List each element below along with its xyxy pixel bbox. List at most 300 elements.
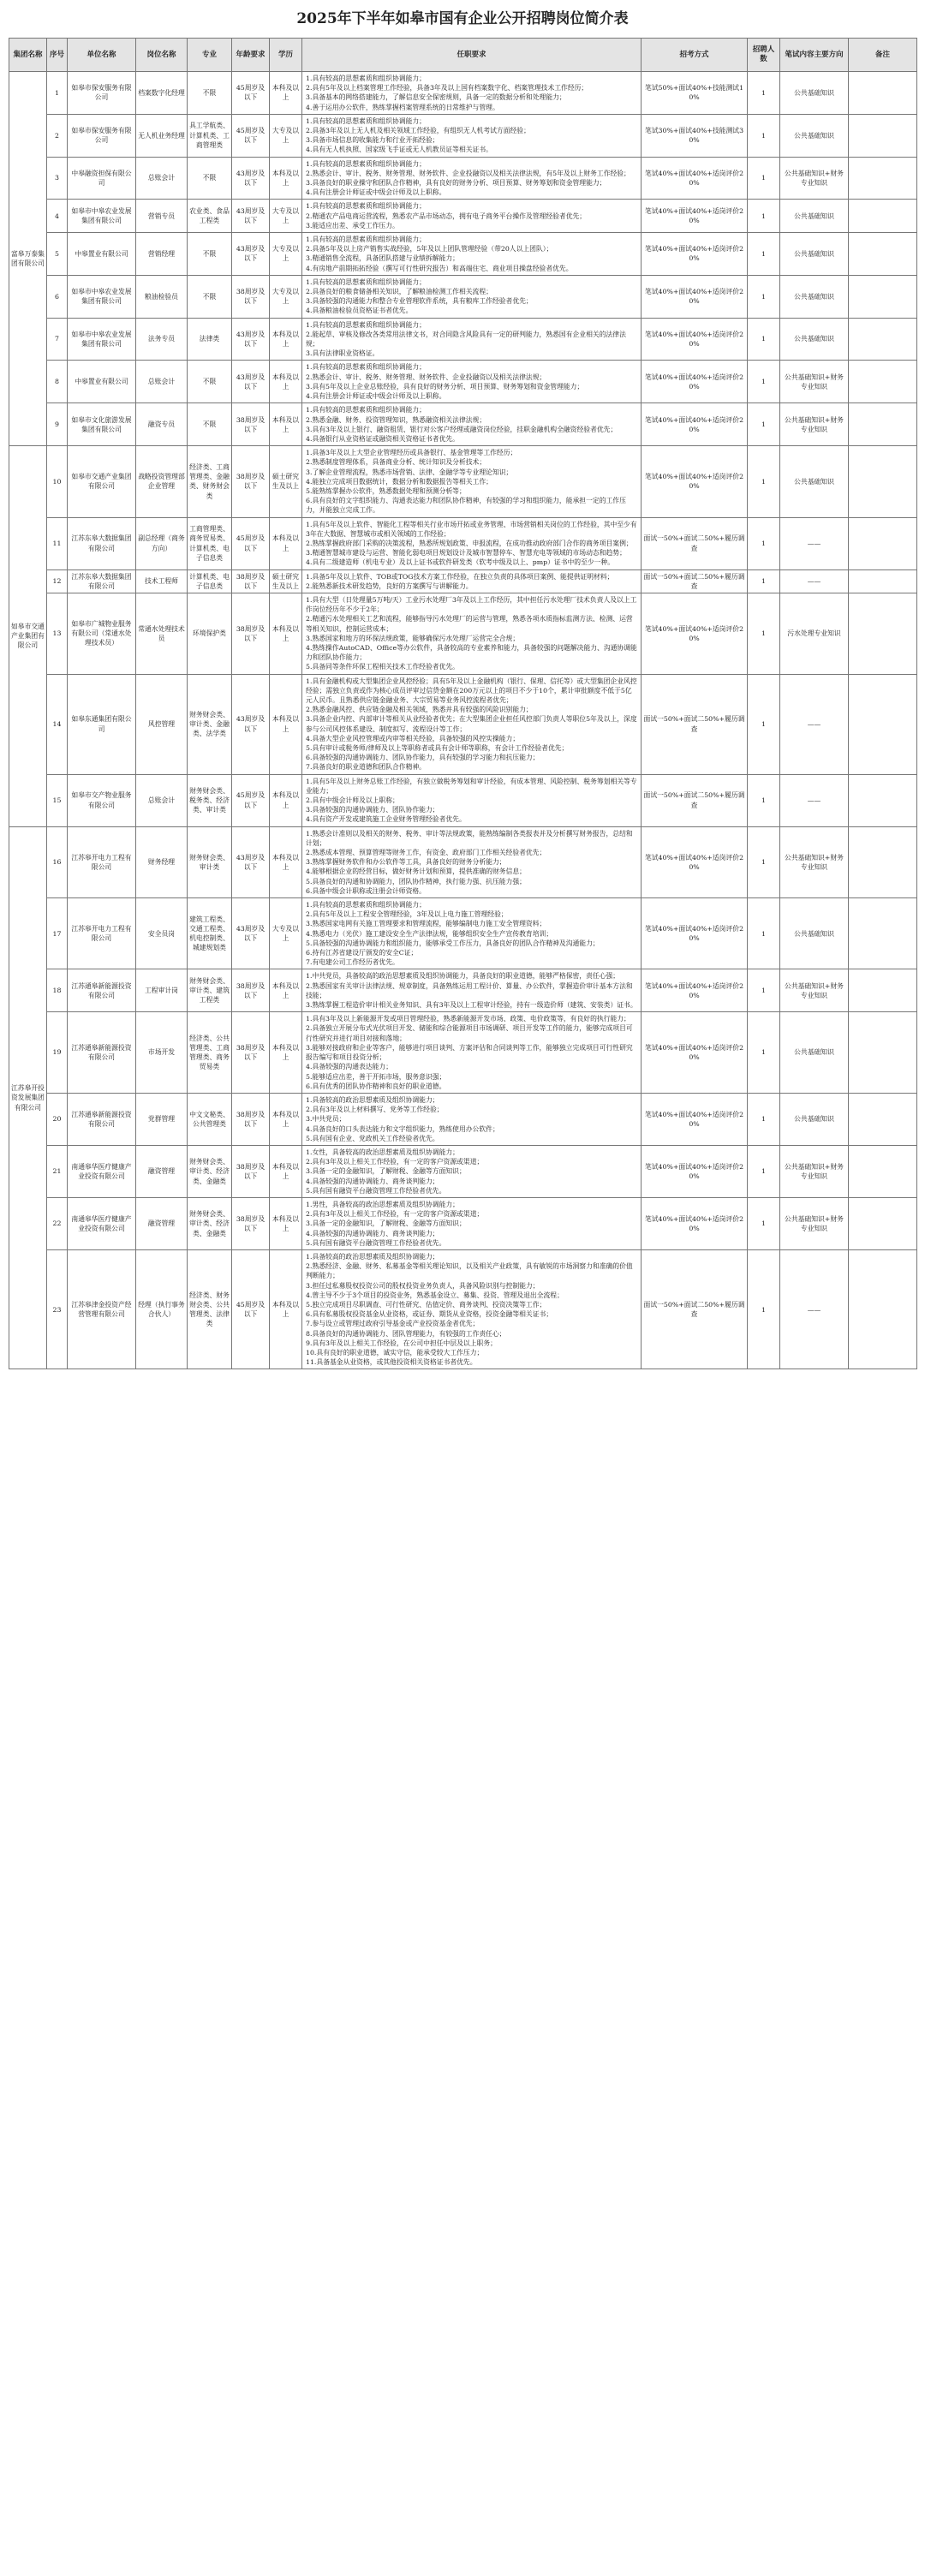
requirement-line: 2.具备3年及以上无人机及相关领域工作经验，有组织无人机考试方面经验； (306, 127, 530, 135)
col-post: 岗位名称 (136, 39, 188, 72)
table-row (9, 1012, 917, 1094)
row-method: 笔试40%+面试40%+适岗评价20% (642, 446, 748, 517)
row-method: 面试一50%+面试二50%+履历调查 (642, 774, 748, 826)
row-note (849, 969, 917, 1012)
row-edu: 本科及以上 (270, 517, 302, 569)
row-requirements (302, 1145, 642, 1197)
requirement-line: 4.具有无人机执照、国家级飞手证或无人机教员证等相关证书。 (306, 146, 492, 154)
row-note (849, 569, 917, 593)
row-note (849, 1012, 917, 1094)
requirement-line: 2.熟悉制度管理体系，具备商业分析、统计知识及分析技术； (306, 458, 486, 467)
row-edu: 大专及以上 (270, 275, 302, 318)
table-row (9, 569, 917, 593)
row-edu: 本科及以上 (270, 674, 302, 774)
requirement-line: 1.具备较高的政治思想素质及组织协调能力； (306, 1252, 439, 1261)
row-num: 1 (748, 517, 780, 569)
requirement-line: 2.熟悉经济、金融、财务、私募基金等相关理论知识，以及相关产业政策，具有敏锐的市场洞察力和准确的价值判断能力； (306, 1262, 633, 1280)
row-major: 不限 (188, 403, 232, 446)
row-major: 不限 (188, 275, 232, 318)
row-note (849, 233, 917, 276)
row-num: 1 (748, 1145, 780, 1197)
requirement-line: 1.女性，具备较高的政治思想素质及组织协调能力； (306, 1148, 459, 1156)
table-row (9, 318, 917, 361)
row-major: 环境保护类 (188, 593, 232, 674)
row-note (849, 1093, 917, 1145)
row-no: 1 (47, 72, 68, 115)
row-note (849, 275, 917, 318)
row-num: 1 (748, 674, 780, 774)
row-requirements (302, 1012, 642, 1094)
row-edu: 本科及以上 (270, 1249, 302, 1368)
table-row (9, 72, 917, 115)
requirement-line: 2.具有3年及以上相关工作经验，有一定的客户资源或渠道； (306, 1158, 484, 1166)
row-no: 14 (47, 674, 68, 774)
row-note (849, 674, 917, 774)
row-exam: 公共基础知识 (780, 200, 849, 233)
row-major: 财务财会类、税务类、经济类、审计类 (188, 774, 232, 826)
row-note (849, 517, 917, 569)
row-num: 1 (748, 826, 780, 897)
row-edu: 本科及以上 (270, 969, 302, 1012)
row-note (849, 1249, 917, 1368)
row-no: 5 (47, 233, 68, 276)
table-row (9, 969, 917, 1012)
row-num: 1 (748, 233, 780, 276)
requirement-line: 9.具有3年及以上相关工作经验，在公司中担任中层及以上职务； (306, 1339, 497, 1347)
row-age: 43周岁及以下 (232, 361, 270, 403)
row-num: 1 (748, 72, 780, 115)
row-no: 20 (47, 1093, 68, 1145)
row-post: 市场开发 (136, 1012, 188, 1094)
row-edu: 本科及以上 (270, 318, 302, 361)
col-edu: 学历 (270, 39, 302, 72)
table-row (9, 1145, 917, 1197)
table-row (9, 403, 917, 446)
row-method: 笔试40%+面试40%+适岗评价20% (642, 1093, 748, 1145)
requirement-line: 6.具有良好的文字组织能力、沟通表达能力和团队协作精神，有较强的学习和组织能力，能承担一定的工作压力，并能独立完成工作。 (306, 497, 626, 515)
row-requirements (302, 1197, 642, 1249)
row-method: 笔试40%+面试40%+适岗评价20% (642, 826, 748, 897)
row-requirements (302, 233, 642, 276)
requirement-line: 4.熟悉电力（光伏）施工建设安全生产法律法规，能够组织安全生产宣传教育培训； (306, 929, 553, 938)
requirement-line: 1.中共党员，具备较高的政治思想素质及组织协调能力，具备良好的职业道德，能够严格保密，责任心强； (306, 972, 620, 981)
row-major: 不限 (188, 72, 232, 115)
col-no: 序号 (47, 39, 68, 72)
requirement-line: 2.具备良好的粮食储备相关知识，了解粮油检测工作相关流程； (306, 288, 492, 296)
row-exam: 公共基础知识 (780, 233, 849, 276)
row-unit: 如皋市广城物业服务有限公司（常通水处理技术员） (68, 593, 136, 674)
row-edu: 本科及以上 (270, 1145, 302, 1197)
row-method: 笔试40%+面试40%+适岗评价20% (642, 157, 748, 200)
row-no: 13 (47, 593, 68, 674)
requirement-line: 4.具备较强的沟通协调能力、商务谈判能力； (306, 1177, 439, 1185)
requirement-line: 4.有房地产前期拓拓经验（撰写可行性研究报告）和高端住宅、商业项目操盘经验者优先。 (306, 264, 573, 272)
requirement-line: 3.中共党员； (306, 1115, 346, 1124)
requirement-line: 5.具有审计或税务师/律师及以上等职称者或具有会计师等职称，有会计工作经验者优先； (306, 744, 569, 752)
row-num: 1 (748, 569, 780, 593)
row-major: 工商管理类、商务贸易类、计算机类、电子信息类 (188, 517, 232, 569)
table-row (9, 774, 917, 826)
row-exam: 公共基础知识 (780, 275, 849, 318)
row-edu: 大专及以上 (270, 233, 302, 276)
row-major: 不限 (188, 361, 232, 403)
row-exam: 公共基础知识 (780, 114, 849, 157)
row-age: 43周岁及以下 (232, 233, 270, 276)
row-no: 7 (47, 318, 68, 361)
row-note (849, 1197, 917, 1249)
row-edu: 大专及以上 (270, 898, 302, 969)
row-major: 具工学航类、计算机类、工商管理类 (188, 114, 232, 157)
row-no: 6 (47, 275, 68, 318)
table-row (9, 361, 917, 403)
row-post: 安全员岗 (136, 898, 188, 969)
recruitment-table (9, 38, 917, 1369)
row-unit: 江苏通皋新能源投资有限公司 (68, 969, 136, 1012)
row-note (849, 898, 917, 969)
row-note (849, 593, 917, 674)
requirement-line: 6.具备较强的沟通协调能力、团队协作能力，具有较强的学习能力和抗压能力； (306, 754, 540, 762)
row-no: 22 (47, 1197, 68, 1249)
row-method: 面试一50%+面试二50%+履历调查 (642, 517, 748, 569)
requirement-line: 3.能适应出差、承受工作压力。 (306, 221, 399, 230)
row-edu: 本科及以上 (270, 1012, 302, 1094)
row-post: 财务经理 (136, 826, 188, 897)
row-unit: 中皋置业有限公司 (68, 233, 136, 276)
row-note (849, 826, 917, 897)
row-post: 营销专员 (136, 200, 188, 233)
row-num: 1 (748, 898, 780, 969)
requirement-line: 6.具备中级会计职称或注册会计师资格。 (306, 886, 426, 895)
row-major: 经济类、工商管理类、金融类、财务财会类 (188, 446, 232, 517)
row-major: 不限 (188, 157, 232, 200)
row-requirements (302, 969, 642, 1012)
requirement-line: 2.熟悉会计、审计、税务、财务管理、财务软件、企业投融资以及相关法律法规，有5年及以上财务工作经验； (306, 169, 630, 177)
row-note (849, 318, 917, 361)
row-method: 面试一50%+面试二50%+履历调查 (642, 674, 748, 774)
row-note (849, 72, 917, 115)
row-major: 财务财会类、审计类 (188, 826, 232, 897)
row-exam: 公共基础知识+财务专业知识 (780, 969, 849, 1012)
requirement-line: 4.具备大型企业风控管理或内审等相关经验，具备较强的风控实操能力； (306, 734, 520, 742)
row-requirements (302, 446, 642, 517)
row-age: 43周岁及以下 (232, 674, 270, 774)
row-edu: 大专及以上 (270, 114, 302, 157)
requirement-line: 1.具有较高的思想素质和组织协调能力； (306, 901, 426, 909)
row-post: 工程审计岗 (136, 969, 188, 1012)
row-major: 法律类 (188, 318, 232, 361)
row-num: 1 (748, 157, 780, 200)
requirement-line: 1.具有较高的思想素质和组织协调能力； (306, 159, 426, 168)
group-name-cell: 江苏皋开投资发展集团有限公司 (9, 826, 47, 1369)
requirement-line: 1.具有较高的思想素质和组织协调能力； (306, 363, 426, 372)
col-unit: 单位名称 (68, 39, 136, 72)
table-row (9, 1093, 917, 1145)
requirement-line: 3.熟练掌握工程造价审计相关业务知识、具有3年及以上工程审计经验，持有一级造价师（建筑、安装类）证书。 (306, 1001, 637, 1010)
row-unit: 江苏皋开电力工程有限公司 (68, 826, 136, 897)
row-post: 融资管理 (136, 1197, 188, 1249)
requirement-line: 2.具有3年及以上相关工作经验，有一定的客户资源或渠道； (306, 1210, 484, 1219)
row-unit: 如皋市交产物业服务有限公司 (68, 774, 136, 826)
row-requirements (302, 275, 642, 318)
row-requirements (302, 674, 642, 774)
row-unit: 中皋置业有限公司 (68, 361, 136, 403)
row-post: 副总经理（商务方向） (136, 517, 188, 569)
requirement-line: 2.具有3年及以上材料撰写、党务等工作经验； (306, 1106, 444, 1114)
requirement-line: 1.具有金融机构或大型集团企业风控经验；具有5年及以上金融机构（银行、保理、信托等）或大型集团企业风控经验；需独立负责或作为核心成员评审过信贷金额在200万元以上的项目不少于10个，累计审批额度不低于5亿元人民币。且熟悉供应链金融业务、大宗贸易等业务风控流程者优先； (306, 677, 637, 704)
row-edu: 本科及以上 (270, 1093, 302, 1145)
requirement-line: 3.具备一定的金融知识，了解财税、金融等方面知识； (306, 1219, 466, 1228)
row-method: 笔试40%+面试40%+适岗评价20% (642, 200, 748, 233)
row-method: 笔试40%+面试40%+适岗评价20% (642, 1012, 748, 1094)
row-unit: 如皋市保安服务有限公司 (68, 72, 136, 115)
row-no: 16 (47, 826, 68, 897)
row-major: 计算机类、电子信息类 (188, 569, 232, 593)
requirement-line: 3.熟练掌握财务软件和办公软件等工具，具备良好的财务分析能力； (306, 858, 506, 867)
requirement-line: 5.能够适应出差，善于开拓市场，服务意识强； (306, 1072, 446, 1081)
requirement-line: 5.独立完成项目尽职调查、可行性研究、估值定价、商务谈判、投资决策等工作； (306, 1300, 546, 1309)
row-unit: 如皋市中皋农业发展集团有限公司 (68, 318, 136, 361)
row-age: 38周岁及以下 (232, 1012, 270, 1094)
row-major: 经济类、财务财会类、公共管理类、法律类 (188, 1249, 232, 1368)
row-age: 38周岁及以下 (232, 1197, 270, 1249)
row-post: 融资管理 (136, 1145, 188, 1197)
requirement-line: 3.精通智慧城市建设与运营、智能化弱电项目规划设计及城市智慧停车、智慧充电等领域的市场动态和趋势； (306, 549, 626, 558)
row-note (849, 200, 917, 233)
row-unit: 江苏通皋新能源投资有限公司 (68, 1093, 136, 1145)
requirement-line: 6.具有私募股权投资基金从业资格，或证券、期货从业资格，投资金融等相关证书； (306, 1310, 553, 1319)
row-num: 1 (748, 1197, 780, 1249)
requirement-line: 3.具备较强的沟通协调能力、团队协作能力； (306, 806, 439, 814)
row-exam: 公共基础知识 (780, 1093, 849, 1145)
requirement-line: 4.熟练操作AutoCAD、Office等办公软件，具备较高的专业素养和能力，具备较强的问题解决能力、沟通协调能力和团队协作能力； (306, 643, 637, 662)
row-post: 档案数字化经理 (136, 72, 188, 115)
requirement-line: 3.具备市场信息的收集能力和行业开拓经验； (306, 136, 439, 145)
row-note (849, 361, 917, 403)
row-exam: —— (780, 674, 849, 774)
row-unit: 南通皋华医疗健康产业投资有限公司 (68, 1145, 136, 1197)
row-exam: 公共基础知识+财务专业知识 (780, 361, 849, 403)
requirement-line: 3.具有法律职业资格证。 (306, 349, 379, 358)
row-post: 战略投资管理部企业管理 (136, 446, 188, 517)
row-exam: —— (780, 774, 849, 826)
row-edu: 本科及以上 (270, 1197, 302, 1249)
requirement-line: 11.具备基金从业资格，或其他投资相关资格证书者优先。 (306, 1358, 477, 1367)
requirement-line: 5.具有国有融资平台融资管理工作经验者优先。 (306, 1186, 446, 1195)
table-row (9, 233, 917, 276)
row-method: 笔试40%+面试40%+适岗评价20% (642, 233, 748, 276)
row-method: 笔试30%+面试40%+技能测试30% (642, 114, 748, 157)
group-name-cell: 如皋市交通产业集团有限公司 (9, 446, 47, 827)
row-edu: 硕士研究生及以上 (270, 569, 302, 593)
requirement-line: 3.熟悉国家电网有关施工管理要求和管理流程，能够编制电力施工安全管理资料； (306, 920, 546, 928)
row-age: 43周岁及以下 (232, 318, 270, 361)
requirement-line: 1.具备3年及以上大型企业管理经历或具备银行、基金管理等工作经历； (306, 449, 517, 457)
col-major: 专业 (188, 39, 232, 72)
table-header-row (9, 39, 917, 72)
row-exam: 公共基础知识 (780, 898, 849, 969)
row-no: 12 (47, 569, 68, 593)
row-requirements (302, 318, 642, 361)
requirement-line: 2.能起草、审核及修改各类常用法律文书，对合同隐含风险具有一定的研判能力，熟悉国有企业相关的法律法规； (306, 330, 626, 349)
requirement-line: 8.具备良好的沟通协调能力、团队管理能力，有较强的工作责任心； (306, 1329, 506, 1338)
requirement-line: 7.参与设立或管理过政府引导基金或产业投资基金者优先； (306, 1320, 480, 1328)
col-exam: 笔试内容主要方向 (780, 39, 849, 72)
row-post: 无人机业务经理 (136, 114, 188, 157)
row-exam: 污水处理专业知识 (780, 593, 849, 674)
requirement-line: 2.熟练掌握政府部门采购的决策流程，熟悉所规划政策、申报流程，在成功推动政府部门合作的商务项目案例； (306, 539, 633, 547)
requirement-line: 1.具有较高的思想素质和组织协调能力； (306, 406, 426, 414)
requirement-line: 2.精通污水处理相关工艺和流程，能够指导污水处理厂的运营与管理，熟悉各项水质指标监测方法、检测、运营等相关知识，控制运营成本； (306, 615, 633, 633)
row-unit: 江苏通皋新能源投资有限公司 (68, 1012, 136, 1094)
row-requirements (302, 361, 642, 403)
requirement-line: 1.具有3年及以上新能源开发或项目管理经验，熟悉新能源开发市场、政策、电价政策等，有良好的执行能力； (306, 1015, 630, 1023)
requirement-line: 1.具有较高的思想素质和组织协调能力； (306, 75, 426, 82)
row-unit: 江苏皋津金投资产经营管理有限公司 (68, 1249, 136, 1368)
requirement-line: 4.曾主导不少于3个项目的投资业务，熟悉基金设立、募集、投资、管理及退出全流程； (306, 1291, 564, 1299)
requirement-line: 3.熟悉国家和地方的环保法规政策，能够确保污水处理厂运营完全合规； (306, 634, 520, 642)
requirement-line: 2.熟悉成本管理、预算管理等财务工作，有资金、政府部门工作相关经验者优先； (306, 849, 546, 857)
requirement-line: 3.具有3年及以上银行、融资租赁、银行对公客户经理或融资岗位经验，挂职金融机构全融资经验者优先； (306, 425, 618, 433)
row-post: 融资专员 (136, 403, 188, 446)
row-no: 23 (47, 1249, 68, 1368)
row-major: 财务财会类、审计类、经济类、金融类 (188, 1197, 232, 1249)
col-num: 招聘人数 (748, 39, 780, 72)
row-age: 38周岁及以下 (232, 593, 270, 674)
requirement-line: 2.具备5年及以上房产销售实战经验，5年及以上团队管理经验（带20人以上团队）； (306, 245, 553, 253)
row-method: 笔试40%+面试40%+适岗评价20% (642, 898, 748, 969)
requirement-line: 4.具有资产开发或建筑施工企业财务管理经验者优先。 (306, 815, 466, 824)
row-edu: 大专及以上 (270, 200, 302, 233)
row-method: 笔试40%+面试40%+适岗评价20% (642, 403, 748, 446)
row-edu: 本科及以上 (270, 361, 302, 403)
row-method: 笔试50%+面试40%+技能测试10% (642, 72, 748, 115)
row-edu: 本科及以上 (270, 826, 302, 897)
requirement-line: 2.能熟悉新技术研发趋势，良好的方案撰写与讲解能力。 (306, 581, 473, 590)
requirement-line: 5.能熟练掌握办公软件，熟悉数据处理和预测分析等； (306, 486, 466, 495)
requirement-line: 3.具有5年及以上企业总账经验，具有良好的财务分析、项目预算、财务筹划和资金管理能力； (306, 382, 584, 391)
row-post: 经理（执行事务合伙人） (136, 1249, 188, 1368)
row-age: 38周岁及以下 (232, 1093, 270, 1145)
col-group: 集团名称 (9, 39, 47, 72)
row-age: 45周岁及以下 (232, 72, 270, 115)
row-major: 财务财会类、审计类、金融类、法学类 (188, 674, 232, 774)
requirement-line: 3.具备基本的网络搭建能力，了解信息安全保密规则，具备一定的数据分析和处理能力； (306, 93, 566, 102)
row-no: 3 (47, 157, 68, 200)
row-unit: 如皋市中皋农业发展集团有限公司 (68, 200, 136, 233)
table-row (9, 1249, 917, 1368)
table-row (9, 517, 917, 569)
requirement-line: 7.有电建公司工作经历者优先。 (306, 958, 399, 967)
row-post: 总账会计 (136, 774, 188, 826)
row-unit: 如皋市中皋农业发展集团有限公司 (68, 275, 136, 318)
requirement-line: 3.具备企业内控、内部审计等相关从业经验者优先；在大型集团企业担任风控部门负责人等职位5年及以上，深度参与公司风控体系建设、制度拟写、流程设计等工作； (306, 715, 637, 733)
row-num: 1 (748, 275, 780, 318)
row-method: 笔试40%+面试40%+适岗评价20% (642, 593, 748, 674)
row-edu: 本科及以上 (270, 403, 302, 446)
row-post: 法务专员 (136, 318, 188, 361)
row-num: 1 (748, 361, 780, 403)
row-num: 1 (748, 200, 780, 233)
requirement-line: 2.具有中级会计师及以上职称； (306, 796, 399, 805)
row-no: 18 (47, 969, 68, 1012)
row-exam: —— (780, 1249, 849, 1368)
row-unit: 中皋融资担保有限公司 (68, 157, 136, 200)
row-unit: 江苏东皋大数据集团有限公司 (68, 517, 136, 569)
requirement-line: 2.精通农产品电商运营流程，熟悉农产品市场动态，拥有电子商务平台操作及管理经验者优先； (306, 212, 587, 220)
row-unit: 江苏皋开电力工程有限公司 (68, 898, 136, 969)
row-major: 财务财会类、审计类、经济类、金融类 (188, 1145, 232, 1197)
requirement-line: 1.具有5年及以上财务总账工作经验，有独立做税务筹划和审计经验，有成本管理、风险控制、税务筹划相关等专业能力； (306, 777, 637, 795)
row-edu: 本科及以上 (270, 593, 302, 674)
row-no: 4 (47, 200, 68, 233)
row-age: 45周岁及以下 (232, 517, 270, 569)
row-post: 党群管理 (136, 1093, 188, 1145)
requirement-line: 1.熟悉会计准则以及相关的财务、税务、审计等法规政策，能熟练编制各类报表并及分析撰写财务报告，总结和计划； (306, 829, 633, 847)
requirement-line: 2.熟悉金融风控、供应链金融及相关领域，熟悉并具有较强的风险识别能力； (306, 706, 533, 714)
table-row (9, 826, 917, 897)
requirement-line: 4.善于运用办公软件，熟练掌握档案管理系统的日常维护与管理。 (306, 103, 499, 111)
requirement-line: 4.具备较强的沟通表达能力； (306, 1063, 393, 1071)
col-note: 备注 (849, 39, 917, 72)
requirement-line: 4.具备良好的口头表达能力和文字组织能力，熟练使用办公软件； (306, 1124, 499, 1133)
row-note (849, 403, 917, 446)
row-num: 1 (748, 593, 780, 674)
row-age: 38周岁及以下 (232, 569, 270, 593)
row-age: 45周岁及以下 (232, 774, 270, 826)
requirement-line: 6.具有优秀的团队协作精神和良好的职业道德。 (306, 1082, 446, 1090)
row-exam: —— (780, 569, 849, 593)
row-age: 43周岁及以下 (232, 826, 270, 897)
row-unit: 如皋市保安服务有限公司 (68, 114, 136, 157)
row-num: 1 (748, 1012, 780, 1094)
row-requirements (302, 157, 642, 200)
row-method: 笔试40%+面试40%+适岗评价20% (642, 969, 748, 1012)
col-method: 招考方式 (642, 39, 748, 72)
table-row (9, 674, 917, 774)
row-method: 笔试40%+面试40%+适岗评价20% (642, 275, 748, 318)
row-num: 1 (748, 114, 780, 157)
row-requirements (302, 826, 642, 897)
requirement-line: 2.具有5年及以上工程安全管理经验，3年及以上电力施工管理经验； (306, 910, 508, 919)
requirement-line: 1.具备5年及以上软件、TOB或TOG技术方案工作经验，在独立负责的具体项目案例、能提供证明材料； (306, 572, 614, 581)
row-method: 笔试40%+面试40%+适岗评价20% (642, 1145, 748, 1197)
requirement-line: 1.具有较高的思想素质和组织协调能力； (306, 320, 426, 329)
row-age: 38周岁及以下 (232, 969, 270, 1012)
row-requirements (302, 72, 642, 115)
row-exam: 公共基础知识+财务专业知识 (780, 403, 849, 446)
requirement-line: 4.具备粮油检验员资格证书者优先。 (306, 307, 413, 315)
row-major: 农业类、食品工程类 (188, 200, 232, 233)
row-post: 总账会计 (136, 361, 188, 403)
row-major: 中文文秘类、公共管理类 (188, 1093, 232, 1145)
row-method: 笔试40%+面试40%+适岗评价20% (642, 1197, 748, 1249)
row-post: 总账会计 (136, 157, 188, 200)
row-age: 43周岁及以下 (232, 898, 270, 969)
row-method: 面试一50%+面试二50%+履历调查 (642, 1249, 748, 1368)
row-note (849, 446, 917, 517)
table-row (9, 200, 917, 233)
row-method: 笔试40%+面试40%+适岗评价20% (642, 318, 748, 361)
table-row (9, 1197, 917, 1249)
row-exam: 公共基础知识 (780, 72, 849, 115)
requirement-line: 4.具有注册会计师证或中级会计师及以上职称。 (306, 392, 446, 401)
table-row (9, 898, 917, 969)
row-exam: 公共基础知识+财务专业知识 (780, 1145, 849, 1197)
col-req: 任职要求 (302, 39, 642, 72)
row-no: 19 (47, 1012, 68, 1094)
requirement-line: 1.具有较高的思想素质和组织协调能力； (306, 236, 426, 244)
requirement-line: 1.具有5年及以上软件、智能化工程等相关行业市场开拓或业务管理、市场营销相关岗位的工作经验，其中至少有3年在大数据、智慧城市或相关领域的工作经验； (306, 520, 637, 538)
